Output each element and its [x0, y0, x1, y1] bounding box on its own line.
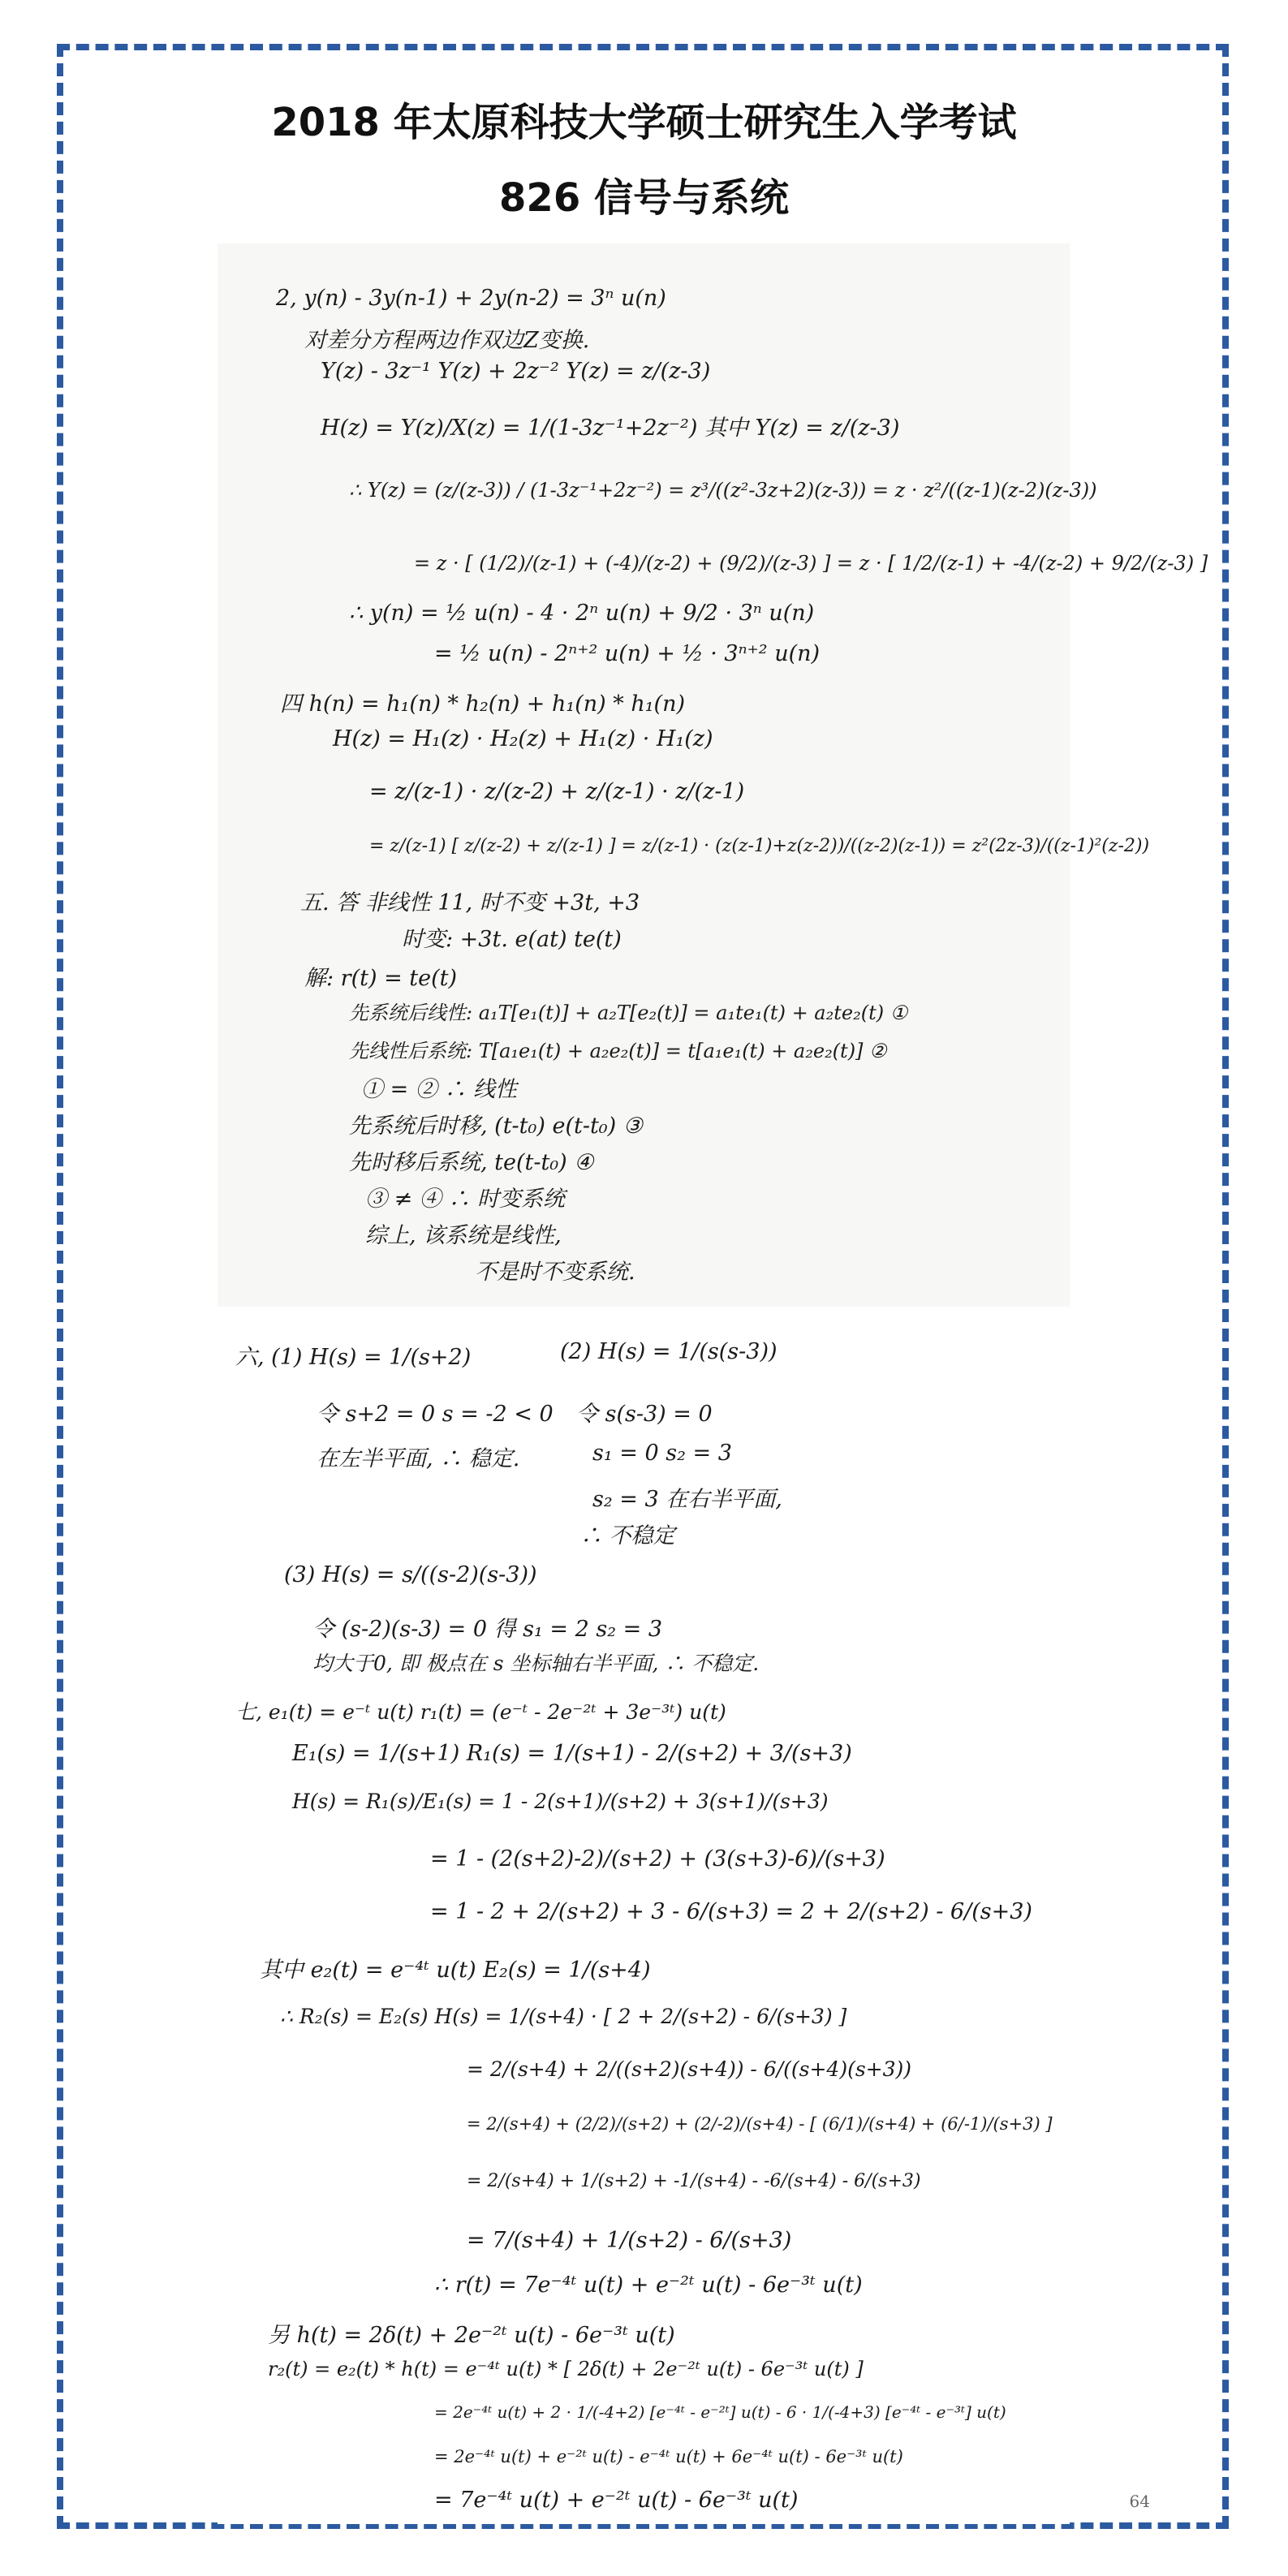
- handwritten-line: E₁(s) = 1/(s+1) R₁(s) = 1/(s+1) - 2/(s+2) + 3/(s+3): [292, 1741, 852, 1766]
- handwritten-line: Y(z) - 3z⁻¹ Y(z) + 2z⁻² Y(z) = z/(z-3): [321, 359, 711, 384]
- handwritten-line: r₂(t) = e₂(t) * h(t) = e⁻⁴ᵗ u(t) * [ 2δ(t) + 2e⁻²ᵗ u(t) - 6e⁻³ᵗ u(t) ]: [268, 2358, 864, 2380]
- handwritten-line: 先系统后线性: a₁T[e₁(t)] + a₂T[e₂(t)] = a₁te₁(t) + a₂te₂(t) ①: [349, 1002, 908, 1024]
- handwritten-line: = 7e⁻⁴ᵗ u(t) + e⁻²ᵗ u(t) - 6e⁻³ᵗ u(t): [434, 2488, 799, 2513]
- handwritten-line: ∴ 不稳定: [580, 1523, 675, 1549]
- handwritten-line: = ½ u(n) - 2ⁿ⁺² u(n) + ½ · 3ⁿ⁺² u(n): [434, 641, 821, 666]
- exam-title: 2018 年太原科技大学硕士研究生入学考试: [271, 100, 1017, 145]
- handwritten-line: = 7/(s+4) + 1/(s+2) - 6/(s+3): [467, 2228, 792, 2253]
- handwritten-line: 综上, 该系统是线性,: [365, 1223, 562, 1248]
- handwritten-line: 对差分方程两边作双边Z变换.: [304, 328, 590, 353]
- handwritten-line: 不是时不变系统.: [475, 1260, 635, 1285]
- handwritten-line: 另 h(t) = 2δ(t) + 2e⁻²ᵗ u(t) - 6e⁻³ᵗ u(t): [268, 2323, 675, 2348]
- handwritten-line: 五. 答 非线性 11, 时不变 +3t, +3: [300, 890, 640, 915]
- handwritten-line: s₁ = 0 s₂ = 3: [592, 1441, 732, 1466]
- scanned-page-top: [218, 243, 1070, 1307]
- handwritten-line: = 1 - (2(s+2)-2)/(s+2) + (3(s+3)-6)/(s+3): [430, 1846, 885, 1872]
- handwritten-line: 令 s(s-3) = 0: [576, 1402, 713, 1427]
- handwritten-line: s₂ = 3 在右半平面,: [592, 1487, 782, 1512]
- handwritten-line: 令 (s-2)(s-3) = 0 得 s₁ = 2 s₂ = 3: [312, 1617, 663, 1642]
- handwritten-line: ① = ② ∴ 线性: [361, 1077, 517, 1102]
- handwritten-line: 2, y(n) - 3y(n-1) + 2y(n-2) = 3ⁿ u(n): [276, 286, 666, 311]
- handwritten-line: ∴ R₂(s) = E₂(s) H(s) = 1/(s+4) · [ 2 + 2/(s+2) - 6/(s+3) ]: [280, 2005, 847, 2028]
- handwritten-line: = 2/(s+4) + (2/2)/(s+2) + (2/-2)/(s+4) - [ (6/1)/(s+4) + (6/-1)/(s+3) ]: [467, 2114, 1053, 2134]
- handwritten-line: 先时移后系统, te(t-t₀) ④: [349, 1150, 594, 1175]
- handwritten-line: 六, (1) H(s) = 1/(s+2): [235, 1345, 472, 1370]
- handwritten-line: 时变: +3t. e(at) te(t): [402, 927, 622, 952]
- handwritten-line: = z · [ (1/2)/(z-1) + (-4)/(z-2) + (9/2)/(z-3) ] = z · [ 1/2/(z-1) + -4/(z-2) + 9/2/(z-3) ]: [414, 552, 1208, 575]
- handwritten-line: 四 h(n) = h₁(n) * h₂(n) + h₁(n) * h₁(n): [280, 691, 686, 717]
- handwritten-line: (2) H(s) = 1/(s(s-3)): [560, 1339, 778, 1364]
- handwritten-line: = 2/(s+4) + 2/((s+2)(s+4)) - 6/((s+4)(s+3)): [467, 2057, 912, 2081]
- handwritten-line: H(s) = R₁(s)/E₁(s) = 1 - 2(s+1)/(s+2) + 3(s+1)/(s+3): [292, 1790, 829, 1813]
- handwritten-line: = z/(z-1) · z/(z-2) + z/(z-1) · z/(z-1): [369, 779, 745, 804]
- handwritten-line: 解: r(t) = te(t): [304, 966, 458, 991]
- handwritten-line: ∴ r(t) = 7e⁻⁴ᵗ u(t) + e⁻²ᵗ u(t) - 6e⁻³ᵗ u(t): [434, 2272, 863, 2298]
- handwritten-line: ∴ y(n) = ½ u(n) - 4 · 2ⁿ u(n) + 9/2 · 3ⁿ u(n): [349, 601, 815, 626]
- handwritten-line: 均大于0, 即 极点在 s 坐标轴右半平面, ∴ 不稳定.: [312, 1652, 760, 1675]
- handwritten-line: 在左半平面, ∴ 稳定.: [317, 1446, 520, 1471]
- handwritten-line: 令 s+2 = 0 s = -2 < 0: [317, 1402, 554, 1427]
- handwritten-line: 先线性后系统: T[a₁e₁(t) + a₂e₂(t)] = t[a₁e₁(t) + a₂e₂(t)] ②: [349, 1040, 887, 1062]
- page-number: 64: [1129, 2492, 1150, 2511]
- handwritten-line: 七, e₁(t) = e⁻ᵗ u(t) r₁(t) = (e⁻ᵗ - 2e⁻²ᵗ + 3e⁻³ᵗ) u(t): [235, 1700, 726, 1724]
- handwritten-line: = 1 - 2 + 2/(s+2) + 3 - 6/(s+3) = 2 + 2/(s+2) - 6/(s+3): [430, 1899, 1032, 1924]
- handwritten-line: H(z) = Y(z)/X(z) = 1/(1-3z⁻¹+2z⁻²) 其中 Y(z) = z/(z-3): [321, 416, 900, 441]
- handwritten-line: 其中 e₂(t) = e⁻⁴ᵗ u(t) E₂(s) = 1/(s+4): [260, 1958, 651, 1983]
- exam-subject: 826 信号与系统: [499, 175, 789, 221]
- handwritten-line: ③ ≠ ④ ∴ 时变系统: [365, 1187, 565, 1212]
- handwritten-line: (3) H(s) = s/((s-2)(s-3)): [284, 1562, 537, 1587]
- handwritten-line: 先系统后时移, (t-t₀) e(t-t₀) ③: [349, 1114, 643, 1139]
- handwritten-line: = z/(z-1) [ z/(z-2) + z/(z-1) ] = z/(z-1) · (z(z-1)+z(z-2))/((z-2)(z-1)) = z²(2z-3)/((z-1)²(z-2)): [369, 836, 1150, 856]
- handwritten-line: = 2/(s+4) + 1/(s+2) + -1/(s+4) - -6/(s+4) - 6/(s+3): [467, 2171, 921, 2191]
- handwritten-line: H(z) = H₁(z) · H₂(z) + H₁(z) · H₁(z): [333, 726, 713, 752]
- handwritten-line: ∴ Y(z) = (z/(z-3)) / (1-3z⁻¹+2z⁻²) = z³/((z²-3z+2)(z-3)) = z · z²/((z-1)(z-2)(z-3)): [349, 479, 1097, 502]
- handwritten-line: = 2e⁻⁴ᵗ u(t) + 2 · 1/(-4+2) [e⁻⁴ᵗ - e⁻²ᵗ] u(t) - 6 · 1/(-4+3) [e⁻⁴ᵗ - e⁻³ᵗ] u(t): [434, 2402, 1006, 2422]
- handwritten-line: = 2e⁻⁴ᵗ u(t) + e⁻²ᵗ u(t) - e⁻⁴ᵗ u(t) + 6e⁻⁴ᵗ u(t) - 6e⁻³ᵗ u(t): [434, 2447, 903, 2466]
